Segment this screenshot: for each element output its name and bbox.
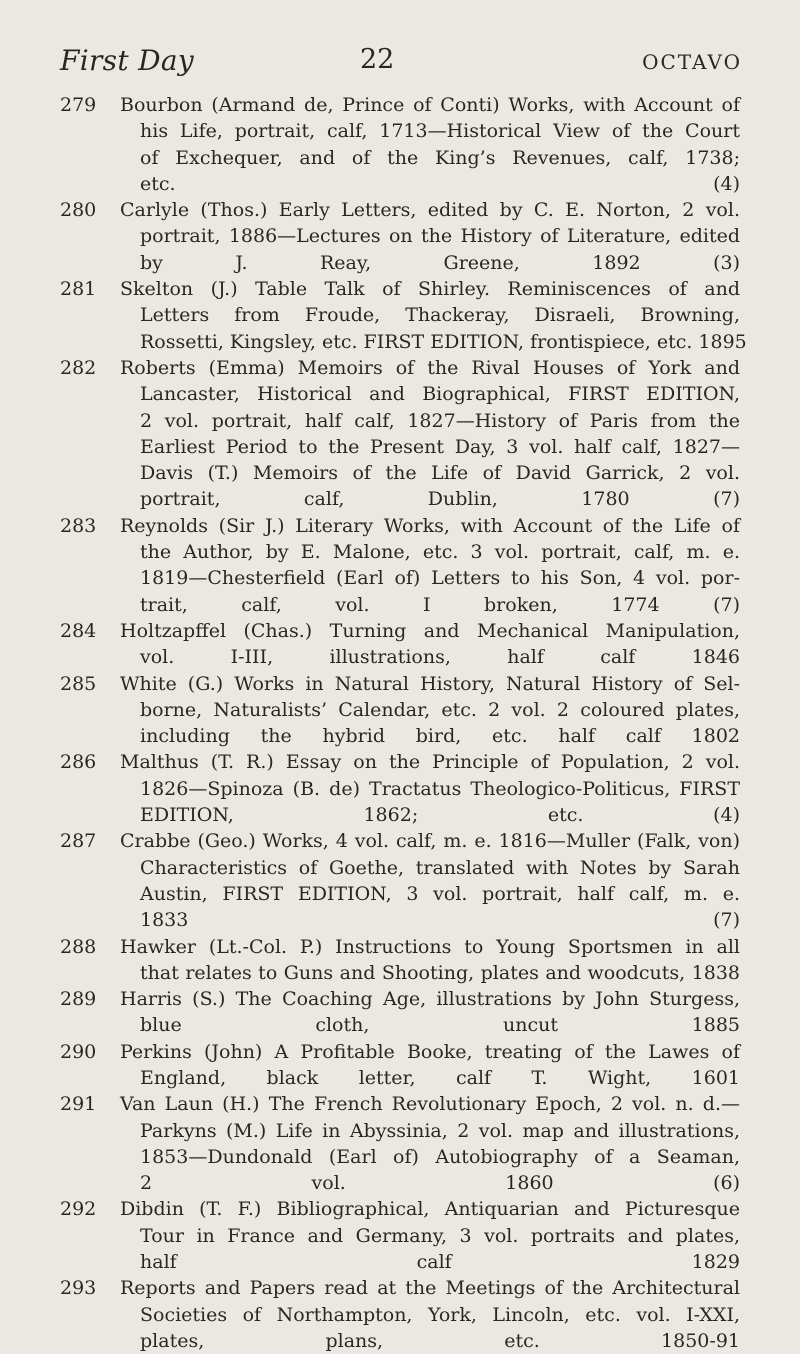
- lot-description-line: 1853—Dundonald (Earl of) Autobiography of a Seaman,: [140, 1145, 740, 1168]
- lot-description-line: his Life, portrait, calf, 1713—Historical View of the Court: [140, 120, 740, 143]
- lot-list: [0, 92, 800, 1354]
- lot-number: 285: [60, 672, 97, 695]
- lot-description-line: Tour in France and Germany, 3 vol. portraits and plates,: [140, 1224, 740, 1247]
- lot-entry: [0, 618, 800, 671]
- lot-description-line: Bourbon (Armand de, Prince of Conti) Works, with Account of: [120, 94, 740, 116]
- lot-description-line: of Exchequer, and of the King’s Revenues, calf, 1738;: [140, 146, 740, 169]
- lot-entry: [0, 671, 800, 750]
- lot-number: 284: [60, 619, 97, 642]
- lot-description-line: England, black letter, calf T. Wight, 1601: [140, 1066, 740, 1089]
- lot-description-line: borne, Naturalists’ Calendar, etc. 2 vol. 2 coloured plates,: [140, 698, 740, 721]
- lot-description-line: vol. I-III, illustrations, half calf 1846: [140, 646, 740, 669]
- lot-description-line: Davis (T.) Memoirs of the Life of David Garrick, 2 vol.: [140, 462, 740, 485]
- lot-entry: [0, 934, 800, 987]
- lot-description-line: Malthus (T. R.) Essay on the Principle of Population, 2 vol.: [120, 751, 740, 774]
- lot-entry: [0, 1039, 800, 1092]
- lot-entry: [0, 986, 800, 1039]
- lot-description-line: Crabbe (Geo.) Works, 4 vol. calf, m. e. 1816—Muller (Falk, von): [120, 830, 740, 853]
- lot-number: 289: [60, 988, 97, 1011]
- lot-description-line: the Author, by E. Malone, etc. 3 vol. portrait, calf, m. e.: [140, 541, 740, 564]
- lot-entry: [0, 92, 800, 197]
- lot-number: 293: [60, 1277, 97, 1300]
- lot-entry: [0, 1091, 800, 1196]
- lot-entry: [0, 749, 800, 828]
- lot-description-line: blue cloth, uncut 1885: [140, 1014, 740, 1037]
- lot-description-line: Earliest Period to the Present Day, 3 vol. half calf, 1827—: [140, 435, 740, 458]
- running-title: First Day: [60, 44, 194, 77]
- lot-entry: [0, 197, 800, 276]
- lot-number: 282: [60, 356, 97, 379]
- lot-description-line: by J. Reay, Greene, 1892 (3): [140, 251, 740, 274]
- lot-description-line: half calf 1829: [140, 1251, 740, 1274]
- lot-description-line: 1819—Chesterfield (Earl of) Letters to his Son, 4 vol. por-: [140, 567, 740, 590]
- lot-number: 290: [60, 1040, 97, 1063]
- lot-description-line: Perkins (John) A Profitable Booke, treating of the Lawes of: [120, 1040, 740, 1063]
- lot-description-line: 2 vol. 1860 (6): [140, 1172, 740, 1195]
- lot-description-line: 1826—Spinoza (B. de) Tractatus Theologico-Politicus, FIRST: [140, 777, 740, 800]
- lot-description-line: that relates to Guns and Shooting, plates and woodcuts, 1838: [140, 961, 740, 984]
- lot-description-line: Dibdin (T. F.) Bibliographical, Antiquarian and Picturesque: [120, 1198, 740, 1221]
- lot-description-line: portrait, calf, Dublin, 1780 (7): [140, 488, 740, 511]
- lot-description-line: Holtzapffel (Chas.) Turning and Mechanical Manipulation,: [120, 619, 740, 642]
- lot-description-line: portrait, 1886—Lectures on the History of Literature, edited: [140, 225, 740, 248]
- lot-description-line: Reports and Papers read at the Meetings of the Architectural: [120, 1277, 740, 1300]
- lot-description-line: Carlyle (Thos.) Early Letters, edited by C. E. Norton, 2 vol.: [120, 199, 740, 222]
- lot-number: 286: [60, 751, 97, 774]
- lot-number: 287: [60, 830, 97, 853]
- lot-description-line: White (G.) Works in Natural History, Natural History of Sel-: [120, 672, 740, 695]
- lot-description-line: Rossetti, Kingsley, etc. FIRST EDITION, frontispiece, etc. 1895: [140, 330, 747, 353]
- lot-number: 291: [60, 1093, 97, 1116]
- lot-description-line: Lancaster, Historical and Biographical, FIRST EDITION,: [140, 383, 740, 406]
- lot-number: 283: [60, 514, 97, 537]
- lot-description-line: Austin, FIRST EDITION, 3 vol. portrait, half calf, m. e.: [140, 882, 740, 905]
- lot-description-line: etc. (4): [140, 172, 740, 195]
- lot-number: 279: [60, 94, 97, 116]
- page-header: [60, 44, 742, 78]
- lot-number: 292: [60, 1198, 97, 1221]
- lot-description-line: Societies of Northampton, York, Lincoln, etc. vol. I-XXI,: [140, 1303, 740, 1326]
- lot-description-line: Hawker (Lt.-Col. P.) Instructions to Young Sportsmen in all: [120, 935, 740, 958]
- lot-entry: [0, 355, 800, 513]
- lot-description-line: Characteristics of Goethe, translated with Notes by Sarah: [140, 856, 740, 879]
- lot-description-line: including the hybrid bird, etc. half calf 1802: [140, 725, 740, 748]
- lot-entry: [0, 828, 800, 933]
- lot-description-line: Harris (S.) The Coaching Age, illustrations by John Sturgess,: [120, 988, 740, 1011]
- lot-description-line: Roberts (Emma) Memoirs of the Rival Houses of York and: [120, 356, 740, 379]
- lot-description-line: Skelton (J.) Table Talk of Shirley. Reminiscences of and: [120, 278, 740, 301]
- lot-entry: [0, 1275, 800, 1354]
- page-number: 22: [360, 44, 395, 75]
- lot-number: 280: [60, 199, 97, 222]
- lot-description-line: trait, calf, vol. I broken, 1774 (7): [140, 593, 740, 616]
- lot-description-line: plates, plans, etc. 1850-91: [140, 1329, 740, 1352]
- lot-entry: [0, 276, 800, 355]
- lot-description-line: 2 vol. portrait, half calf, 1827—History of Paris from the: [140, 409, 740, 432]
- lot-description-line: Van Laun (H.) The French Revolutionary Epoch, 2 vol. n. d.—: [120, 1093, 740, 1116]
- lot-number: 281: [60, 278, 97, 301]
- lot-description-line: Parkyns (M.) Life in Abyssinia, 2 vol. map and illustrations,: [140, 1119, 740, 1142]
- lot-description-line: 1833 (7): [140, 909, 740, 932]
- lot-entry: [0, 1196, 800, 1275]
- lot-description-line: EDITION, 1862; etc. (4): [140, 804, 740, 827]
- lot-description-line: Letters from Froude, Thackeray, Disraeli, Browning,: [140, 304, 740, 327]
- lot-number: 288: [60, 935, 97, 958]
- lot-entry: [0, 513, 800, 618]
- format-label: OCTAVO: [642, 50, 742, 74]
- lot-description-line: Reynolds (Sir J.) Literary Works, with Account of the Life of: [120, 514, 740, 537]
